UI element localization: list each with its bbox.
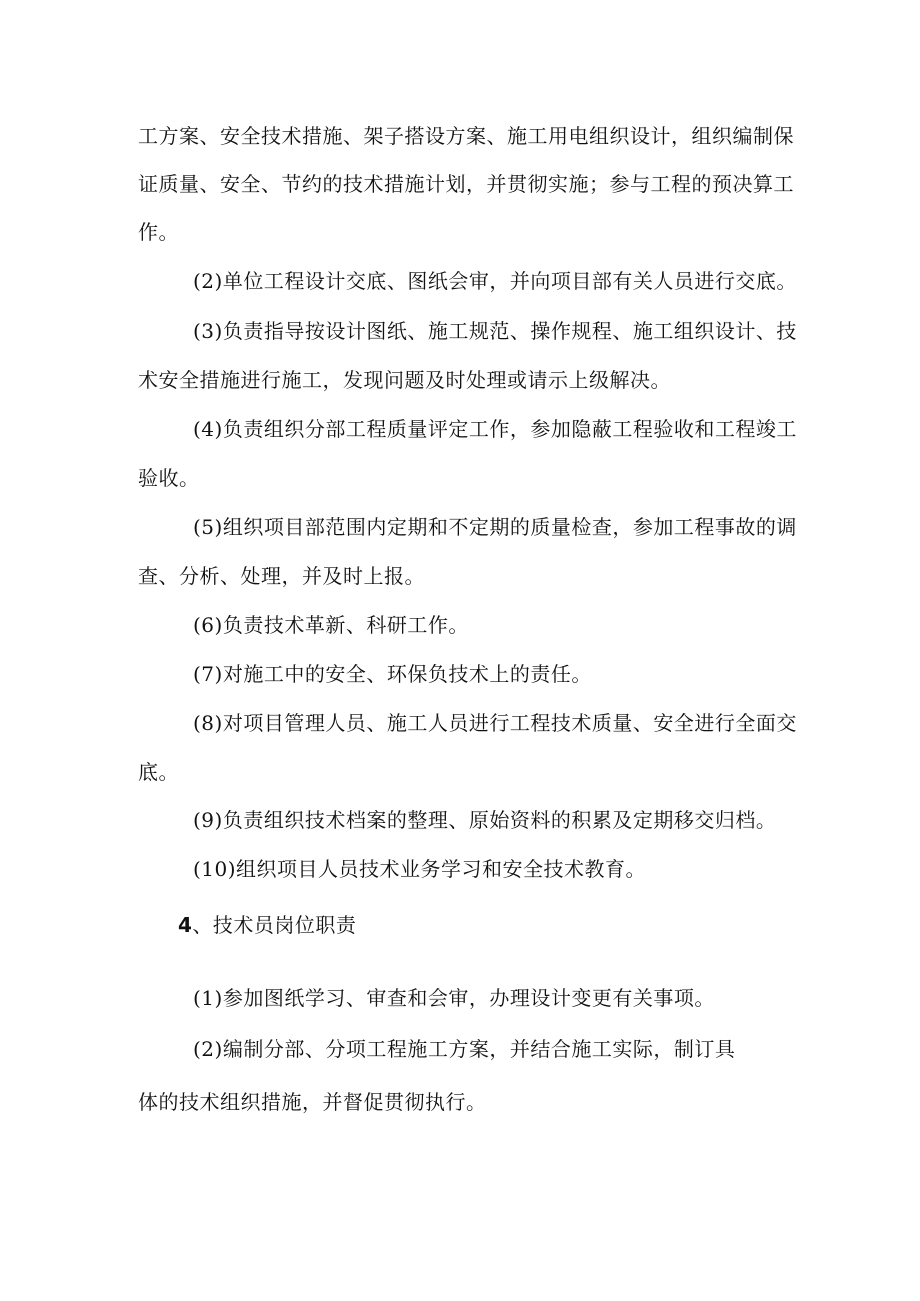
section-heading-title: 、技术员岗位职责 (192, 913, 357, 937)
item-5-line-1: (5)组织项目部范围内定期和不定期的质量检查，参加工程事故的调 (193, 515, 797, 539)
item-5-line-2: 查、分析、处理，并及时上报。 (138, 564, 425, 588)
item-9-line-1: (9)负责组织技术档案的整理、原始资料的积累及定期移交归档。 (193, 808, 777, 832)
item-4-line-1: (4)负责组织分部工程质量评定工作，参加隐蔽工程验收和工程竣工 (193, 417, 797, 441)
section-item-1-line-1: (1)参加图纸学习、审查和会审，办理设计变更有关事项。 (193, 986, 715, 1010)
section-item-2-line-2: 体的技术组织措施，并督促贯彻执行。 (138, 1090, 487, 1114)
item-8-line-2: 底。 (138, 760, 179, 784)
item-2-line-1: (2)单位工程设计交底、图纸会审，并向项目部有关人员进行交底。 (193, 269, 797, 293)
body-line-3: 作。 (138, 220, 179, 244)
body-line-1: 工方案、安全技术措施、架子搭设方案、施工用电组织设计，组织编制保 (138, 124, 794, 148)
item-3-line-1: (3)负责指导按设计图纸、施工规范、操作规程、施工组织设计、技 (193, 319, 797, 343)
section-item-2-line-1: (2)编制分部、分项工程施工方案，并结合施工实际，制订具 (193, 1037, 736, 1061)
item-6-line-1: (6)负责技术革新、科研工作。 (193, 613, 469, 637)
item-3-line-2: 术安全措施进行施工，发现问题及时处理或请示上级解决。 (138, 368, 671, 392)
section-heading-number: 4 (178, 913, 193, 937)
body-line-2: 证质量、安全、节约的技术措施计划，并贯彻实施；参与工程的预决算工 (138, 172, 794, 196)
item-8-line-1: (8)对项目管理人员、施工人员进行工程技术质量、安全进行全面交 (193, 711, 797, 735)
section-heading (178, 911, 356, 939)
item-4-line-2: 验收。 (138, 466, 200, 490)
item-10-line-1: (10)组织项目人员技术业务学习和安全技术教育。 (193, 857, 647, 881)
item-7-line-1: (7)对施工中的安全、环保负技术上的责任。 (193, 662, 592, 686)
